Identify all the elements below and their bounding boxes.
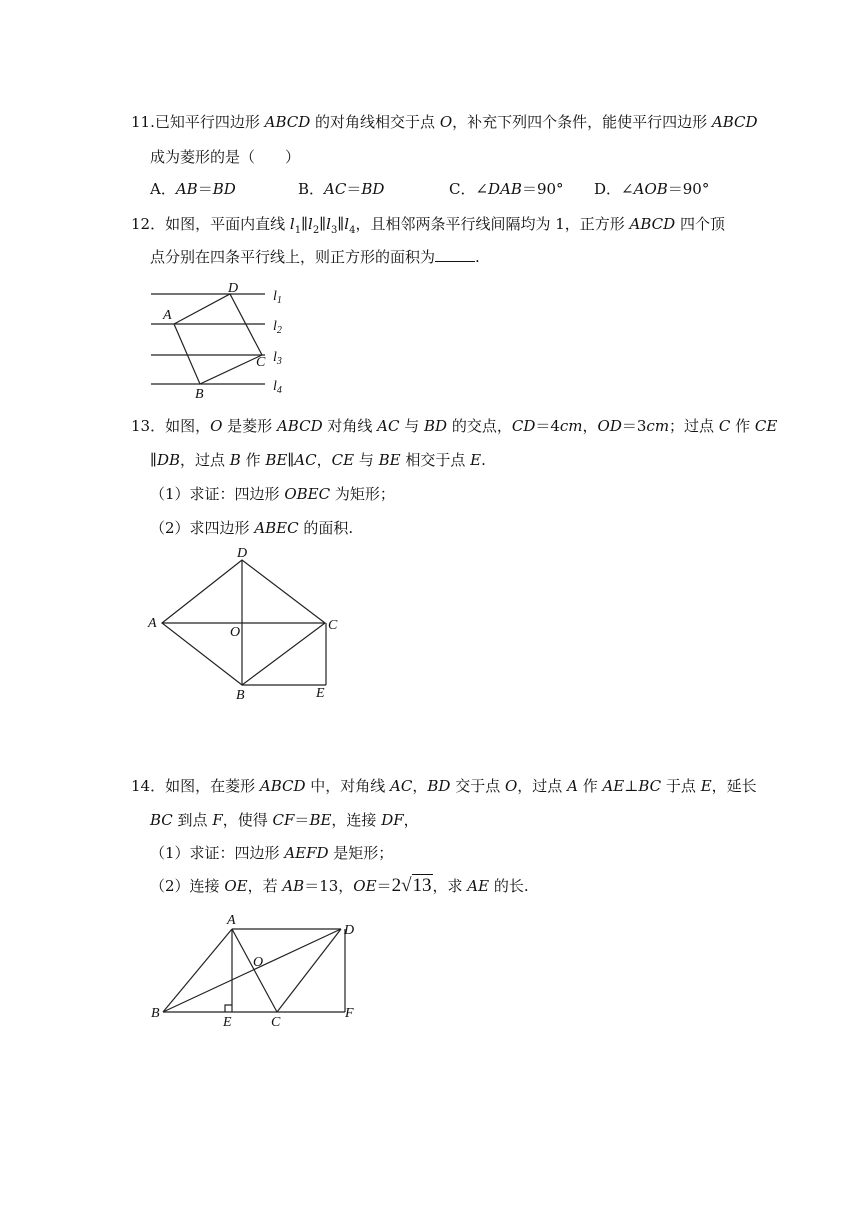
q14-label-a: A xyxy=(227,913,236,928)
label-l3: $l_3$ xyxy=(273,350,282,367)
text-run: cm xyxy=(559,417,583,435)
text-run: 已知平行四边形 xyxy=(154,113,265,131)
text-run: ＝ xyxy=(294,811,310,829)
text-run: E xyxy=(470,451,482,469)
text-run: ∥ xyxy=(150,451,157,469)
text-run: BD xyxy=(212,180,236,198)
text-run: 如图，平面内直线 xyxy=(165,215,290,233)
text-run: 对角线 xyxy=(322,417,378,435)
text-run: cm xyxy=(646,417,670,435)
q13-label-e: E xyxy=(316,686,325,701)
text-run: 是菱形 xyxy=(222,417,277,435)
text-run: 中，对角线 xyxy=(305,777,391,795)
text-run: （1）求证：四边形 xyxy=(150,485,285,503)
text-run: DB xyxy=(156,451,180,469)
text-run: 的长. xyxy=(489,877,529,895)
text-run: ＝13， xyxy=(304,877,354,895)
label-c: C xyxy=(256,355,266,370)
text-run: ＝3 xyxy=(621,417,647,435)
text-run: BD xyxy=(424,417,448,435)
text-run: ，补充下列四个条件，能使平行四边形 xyxy=(452,113,712,131)
text-run: ABCD xyxy=(264,113,311,131)
text-run: ⊥ xyxy=(624,777,639,795)
text-run: AC xyxy=(377,417,400,435)
text-run: l xyxy=(289,215,295,233)
label-a: A xyxy=(163,308,172,323)
text-run: ， xyxy=(582,417,598,435)
q14-label-b: B xyxy=(151,1006,160,1021)
text-run: OE xyxy=(353,877,377,895)
q14-sub-2b xyxy=(433,877,529,895)
text-run: ，使得 xyxy=(222,811,273,829)
text-run: ，且相邻两条平行线间隔均为 1，正方形 xyxy=(355,215,630,233)
label-d: D xyxy=(228,281,239,296)
text-run: ，连接 xyxy=(331,811,382,829)
text-run: ∥ xyxy=(301,215,308,233)
text-run: OBEC xyxy=(284,485,331,503)
text-run: 作 xyxy=(730,417,755,435)
text-run: （2）求四边形 xyxy=(150,519,255,537)
text-run: ＝90° xyxy=(667,180,710,198)
q11-stem-2: 成为菱形的是（ ） xyxy=(150,148,301,166)
text-run: ；过点 xyxy=(669,417,719,435)
q13-label-b: B xyxy=(236,688,245,703)
text-run: 相交于点 xyxy=(400,451,471,469)
text-run: AE xyxy=(602,777,625,795)
text-run: AC xyxy=(294,451,317,469)
text-run: ，求 xyxy=(432,877,468,895)
text-run: ＝ xyxy=(346,180,362,198)
text-run: F xyxy=(212,811,223,829)
text-run: A xyxy=(567,777,578,795)
text-run: ABCD xyxy=(629,215,676,233)
q14-label-f: F xyxy=(345,1006,354,1021)
text-run: BC xyxy=(150,811,173,829)
text-run: （2）连接 xyxy=(150,877,225,895)
text-run: 到点 xyxy=(172,811,213,829)
q13-stem-1 xyxy=(131,416,777,436)
text-run: OD xyxy=(597,417,622,435)
text-run: BC xyxy=(638,777,662,795)
sqrt-radicand: 13 xyxy=(412,875,432,896)
q14-label-d: D xyxy=(344,923,355,938)
side-ab xyxy=(163,929,232,1012)
q14-sub-1 xyxy=(150,843,393,863)
q12-stem-2: 点分别在四条平行线上，则正方形的面积为 xyxy=(150,248,436,266)
text-run: A． xyxy=(150,180,176,198)
text-run: 3 xyxy=(330,225,338,236)
text-run: CE xyxy=(331,451,355,469)
text-run: 为矩形； xyxy=(330,485,395,503)
text-run: ，延长 xyxy=(711,777,757,795)
text-run: BD xyxy=(427,777,451,795)
q12-period: . xyxy=(475,248,480,266)
text-run: BD xyxy=(361,180,385,198)
text-run: BE xyxy=(309,811,332,829)
text-run: . xyxy=(481,451,486,469)
text-run: ABCD xyxy=(711,113,758,131)
text-run: ， xyxy=(403,811,419,829)
text-run: ＝ xyxy=(197,180,213,198)
text-run: l xyxy=(308,215,313,233)
q13-figure xyxy=(162,560,326,685)
side-dc xyxy=(277,929,341,1012)
sqrt-expression: 2√13 xyxy=(391,875,432,896)
text-run: ABEC xyxy=(254,519,299,537)
text-run: AEFD xyxy=(284,844,329,862)
q14-label-e: E xyxy=(223,1015,232,1030)
q13-label-d: D xyxy=(237,546,248,561)
label-l1: $l_1$ xyxy=(273,289,282,306)
text-run: 的面积. xyxy=(298,519,354,537)
text-run: O xyxy=(439,113,453,131)
label-l2: $l_2$ xyxy=(273,319,282,336)
text-run: ∥ xyxy=(337,215,345,233)
text-run: 是矩形； xyxy=(328,844,394,862)
q13-stem-2 xyxy=(150,450,486,470)
q14-label-c: C xyxy=(271,1015,281,1030)
text-run: 与 xyxy=(399,417,424,435)
label-l2-sub: 2 xyxy=(276,325,282,336)
text-run: 于点 xyxy=(661,777,701,795)
text-run: AOB xyxy=(633,180,668,198)
text-run: 2 xyxy=(312,225,320,236)
text-run: C xyxy=(718,417,731,435)
diagonal-ac xyxy=(232,929,277,1012)
text-run: O xyxy=(504,777,518,795)
text-run: l xyxy=(326,215,331,233)
text-run: CF xyxy=(272,811,295,829)
q14-sub-2 xyxy=(150,876,529,896)
text-run: B xyxy=(229,451,241,469)
text-run: 作 xyxy=(577,777,603,795)
text-run: 的交点， xyxy=(447,417,512,435)
text-run: AE xyxy=(467,877,490,895)
text-run: ABCD xyxy=(259,777,306,795)
text-run: AC xyxy=(390,777,413,795)
q14-sub-2a xyxy=(150,877,392,895)
text-run: ，过点 xyxy=(180,451,230,469)
square-abcd xyxy=(174,294,262,384)
text-run: OE xyxy=(224,877,248,895)
text-run: ， xyxy=(316,451,332,469)
text-run: ＝4 xyxy=(535,417,560,435)
text-run: 交于点 xyxy=(450,777,505,795)
text-run: ＝90° xyxy=(521,180,564,198)
text-run: C．∠ xyxy=(449,180,489,198)
text-run: ∥ xyxy=(319,215,327,233)
text-run: DAB xyxy=(488,180,522,198)
text-run: E xyxy=(700,777,712,795)
label-b: B xyxy=(195,387,204,402)
text-run: BE xyxy=(265,451,288,469)
q13-label-o: O xyxy=(230,625,241,640)
text-run: ，若 xyxy=(247,877,283,895)
label-l3-sub: 3 xyxy=(276,356,282,367)
diagonal-bd xyxy=(163,929,341,1012)
q14-stem-2 xyxy=(150,810,419,830)
label-l4: $l_4$ xyxy=(273,379,282,396)
q14-stem-1 xyxy=(131,776,757,796)
text-run: 14．如图，在菱形 xyxy=(131,777,260,795)
text-run: ∥ xyxy=(287,451,295,469)
text-run: CD xyxy=(511,417,536,435)
text-run: B． xyxy=(298,180,325,198)
text-run: AB xyxy=(175,180,198,198)
text-run: CE xyxy=(754,417,778,435)
q11-number: 11. xyxy=(131,113,155,131)
text-run: AB xyxy=(282,877,305,895)
text-run: 13．如图， xyxy=(131,417,211,435)
label-l4-sub: 4 xyxy=(276,385,282,396)
text-run: O xyxy=(210,417,223,435)
q13-label-a: A xyxy=(148,616,157,631)
q13-sub-2 xyxy=(150,518,353,538)
q12-number: 12． xyxy=(131,215,166,233)
text-run: 四个顶 xyxy=(675,215,725,233)
text-run: l xyxy=(344,215,350,233)
text-run: AC xyxy=(324,180,347,198)
text-run: ， xyxy=(412,777,428,795)
right-angle-mark xyxy=(225,1005,232,1012)
sqrt-coefficient: 2 xyxy=(391,875,402,896)
q13-label-c: C xyxy=(328,618,338,633)
text-run: 与 xyxy=(354,451,379,469)
q14-figure xyxy=(163,929,345,1012)
text-run: ABCD xyxy=(276,417,323,435)
text-run: 作 xyxy=(240,451,266,469)
label-l1-sub: 1 xyxy=(276,295,282,306)
text-run: BE xyxy=(378,451,401,469)
text-run: DF xyxy=(381,811,404,829)
text-run: D．∠ xyxy=(594,180,634,198)
text-run: 1 xyxy=(294,225,302,236)
text-run: 的对角线相交于点 xyxy=(310,113,440,131)
q14-label-o: O xyxy=(253,955,264,970)
text-run: （1）求证：四边形 xyxy=(150,844,285,862)
text-run: ＝ xyxy=(376,877,392,895)
text-run: ，过点 xyxy=(517,777,568,795)
q13-sub-1 xyxy=(150,484,395,504)
text-run: 4 xyxy=(349,225,356,236)
